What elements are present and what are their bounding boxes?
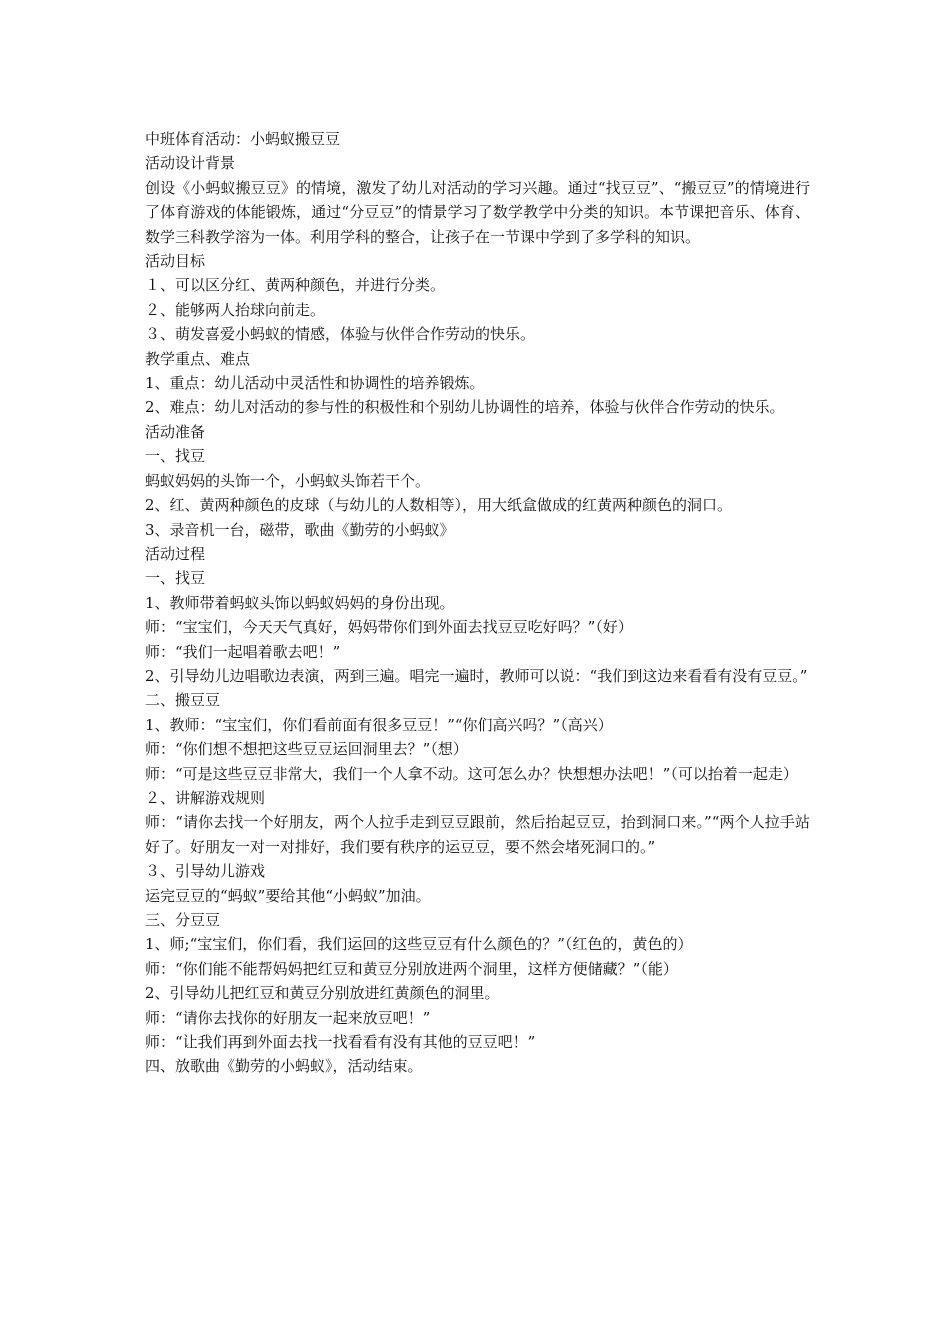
- section-heading-process: 活动过程: [145, 544, 206, 563]
- dialogue-line: 师：“请你去找你的好朋友一起来放豆吧！”: [145, 1008, 431, 1027]
- section-heading-key-points: 教学重点、难点: [145, 349, 251, 368]
- dialogue-line: 师：“让我们再到外面去找一找看看有没有其他的豆豆吧！”: [145, 1033, 536, 1052]
- process-item: ２、讲解游戏规则: [145, 788, 266, 807]
- closing-line: 四、放歌曲《勤劳的小蚂蚁》，活动结束。: [145, 1057, 423, 1076]
- process-item: ３、引导幼儿游戏: [145, 862, 266, 881]
- subheading: 二、搬豆豆: [145, 691, 221, 710]
- preparation-item: 2、红、黄两种颜色的皮球（与幼儿的人数相等），用大纸盒做成的红黄两种颜色的洞口。: [145, 496, 733, 515]
- paragraph: 运完豆豆的“蚂蚁”要给其他“小蚂蚁”加油。: [145, 886, 431, 905]
- process-item: 1、师;“宝宝们，你们看，我们运回的这些豆豆有什么颜色的？”（红色的，黄色的）: [145, 935, 693, 954]
- dialogue-line: 师：“你们想不想把这些豆豆运回洞里去？”（想）: [145, 740, 468, 759]
- dialogue-line: 师：“你们能不能帮妈妈把红豆和黄豆分别放进两个洞里，这样方便储藏？”（能）: [145, 959, 678, 978]
- goal-item: １、可以区分红、黄两种颜色，并进行分类。: [145, 276, 446, 295]
- document-body: [145, 127, 810, 1079]
- dialogue-line: 师：“宝宝们，今天天气真好，妈妈带你们到外面去找豆豆吃好吗？”（好）: [145, 618, 633, 637]
- preparation-item: 蚂蚁妈妈的头饰一个，小蚂蚁头饰若干个。: [145, 471, 431, 490]
- section-heading-goals: 活动目标: [145, 252, 206, 271]
- subheading: 三、分豆豆: [145, 911, 221, 929]
- dialogue-line: 师：“我们一起唱着歌去吧！”: [145, 642, 341, 661]
- section-heading-preparation: 活动准备: [145, 422, 206, 441]
- process-item: 2、引导幼儿边唱歌边表演，两到三遍。唱完一遍时，教师可以说：“我们到这边来看看有没有豆豆。”: [145, 666, 808, 685]
- goal-item: ３、萌发喜爱小蚂蚁的情感，体验与伙伴合作劳动的快乐。: [145, 325, 536, 344]
- subheading: 一、找豆: [145, 569, 206, 588]
- goal-item: ２、能够两人抬球向前走。: [145, 300, 326, 319]
- process-item: 2、引导幼儿把红豆和黄豆分别放进红黄颜色的洞里。: [145, 984, 500, 1003]
- dialogue-line: 师：“可是这些豆豆非常大，我们一个人拿不动。这可怎么办？快想想办法吧！”（可以抬着一起走）: [145, 764, 798, 783]
- paragraph-background: 创设《小蚂蚁搬豆豆》的情境，激发了幼儿对活动的学习兴趣。通过“找豆豆”、“搬豆豆”的情境进行了体育游戏的体能锻炼，通过“分豆豆”的情景学习了数学教学中分类的知识。本节课把音乐、体育、数学三科教学溶为一体。利用学科的整合，让孩子在一节课中学到了多学科的知识。: [145, 178, 810, 246]
- subheading: 一、找豆: [145, 447, 206, 466]
- process-item: 1、教师：“宝宝们，你们看前面有很多豆豆！”“你们高兴吗？”（高兴）: [145, 715, 613, 734]
- dialogue-line: 师：“请你去找一个好朋友，两个人拉手走到豆豆跟前，然后抬起豆豆，抬到洞口来。”“两个人拉手站好了。好朋友一对一对排好，我们要有秩序的运豆豆，要不然会堵死洞口的。”: [145, 813, 810, 856]
- process-item: 1、教师带着蚂蚁头饰以蚂蚁妈妈的身份出现。: [145, 593, 455, 612]
- key-point-item: 1、重点：幼儿活动中灵活性和协调性的培养锻炼。: [145, 374, 485, 393]
- document-title: 中班体育活动：小蚂蚁搬豆豆: [145, 130, 341, 148]
- section-heading-background: 活动设计背景: [145, 154, 236, 173]
- key-point-item: 2、难点：幼儿对活动的参与性的积极性和个别幼儿协调性的培养，体验与伙伴合作劳动的快乐。: [145, 398, 785, 417]
- preparation-item: 3、录音机一台，磁带，歌曲《勤劳的小蚂蚁》: [145, 520, 455, 539]
